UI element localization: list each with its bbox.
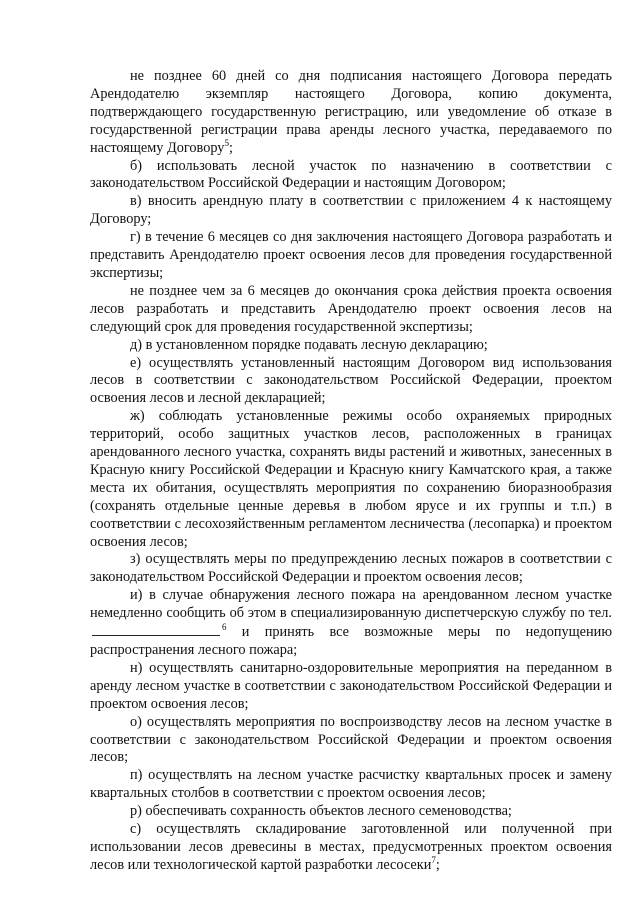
footnote-mark: 7: [431, 855, 436, 866]
paragraph-e: е) осуществлять установленный настоящим Договором вид использования лесов в соответствии с законодательством Российской Федерации, проектом освоения лесов и лесной декларацией;: [90, 354, 612, 407]
paragraph-text: не позднее 60 дней со дня подписания настоящего Договора передать Арендодателю экземпляр настоящего Договора, копию документа, подтверждающего государственную регистрацию, или уведомление об отказе в государственной регистрации права аренды лесного участка, передаваемого по настоящему Договору: [90, 68, 612, 156]
paragraph-tail: ;: [435, 856, 440, 873]
paragraph-i: [90, 587, 612, 660]
document-page: [90, 68, 612, 875]
paragraph-submit-registration: [90, 68, 612, 158]
paragraph-p: п) осуществлять на лесном участке расчистку квартальных просек и замену квартальных столбов в соответствии с проектом освоения лесов;: [90, 767, 612, 802]
paragraph-tail: ;: [228, 139, 233, 156]
paragraph-v: в) вносить арендную плату в соответствии с приложением 4 к настоящему Договору;: [90, 193, 612, 228]
paragraph-n: н) осуществлять санитарно-оздоровительные мероприятия на переданном в аренду лесном участке в соответствии с законодательством Российской Федерации и проектом освоения лесов;: [90, 659, 612, 712]
phone-blank-line: [92, 623, 220, 636]
footnote-mark: 6: [222, 622, 227, 633]
footnote-mark: 5: [224, 137, 229, 148]
paragraph-text: и) в случае обнаружения лесного пожара на арендованном лесном участке немедленно сообщить об этом в специализированную диспетчерскую службу по тел.: [90, 587, 612, 622]
paragraph-s: [90, 821, 612, 875]
paragraph-z: з) осуществлять меры по предупреждению лесных пожаров в соответствии с законодательством Российской Федерации и проектом освоения лесов;: [90, 551, 612, 586]
paragraph-project-renewal: не позднее чем за 6 месяцев до окончания срока действия проекта освоения лесов разработать и представить Арендодателю проект освоения лесов на следующий срок для проведения государственной экспертизы;: [90, 282, 612, 335]
paragraph-tail: и принять все возможные меры по недопущению распространения лесного пожара;: [90, 624, 612, 658]
paragraph-d: д) в установленном порядке подавать лесную декларацию;: [130, 336, 488, 353]
paragraph-text: с) осуществлять складирование заготовленной или полученной при использовании лесов древесины в местах, предусмотренных проектом освоения лесов или технологической картой разработки лесосеки: [90, 821, 612, 873]
paragraph-b: б) использовать лесной участок по назначению в соответствии с законодательством Российской Федерации и настоящим Договором;: [90, 157, 612, 192]
paragraph-g: г) в течение 6 месяцев со дня заключения настоящего Договора разработать и представить Арендодателю проект освоения лесов для проведения государственной экспертизы;: [90, 229, 612, 281]
paragraph-zh: ж) соблюдать установленные режимы особо охраняемых природных территорий, особо защитных участков лесов, расположенных в границах арендованного лесного участка, сохранять виды растений и животных, занесенных в Красную книгу Российской Федерации и Красную книгу Камчатского края, а также места их обитания, осуществлять мероприятия по сохранению биоразнообразия (сохранять отдельные ценные деревья в любом ярусе и их группы и т.п.) в соответствии с лесохозяйственным регламентом лесничества (лесопарка) и проектом освоения лесов;: [90, 408, 612, 550]
paragraph-o: о) осуществлять мероприятия по воспроизводству лесов на лесном участке в соответствии с законодательством Российской Федерации и проектом освоения лесов;: [90, 713, 612, 766]
paragraph-r: р) обеспечивать сохранность объектов лесного семеноводства;: [130, 803, 512, 820]
